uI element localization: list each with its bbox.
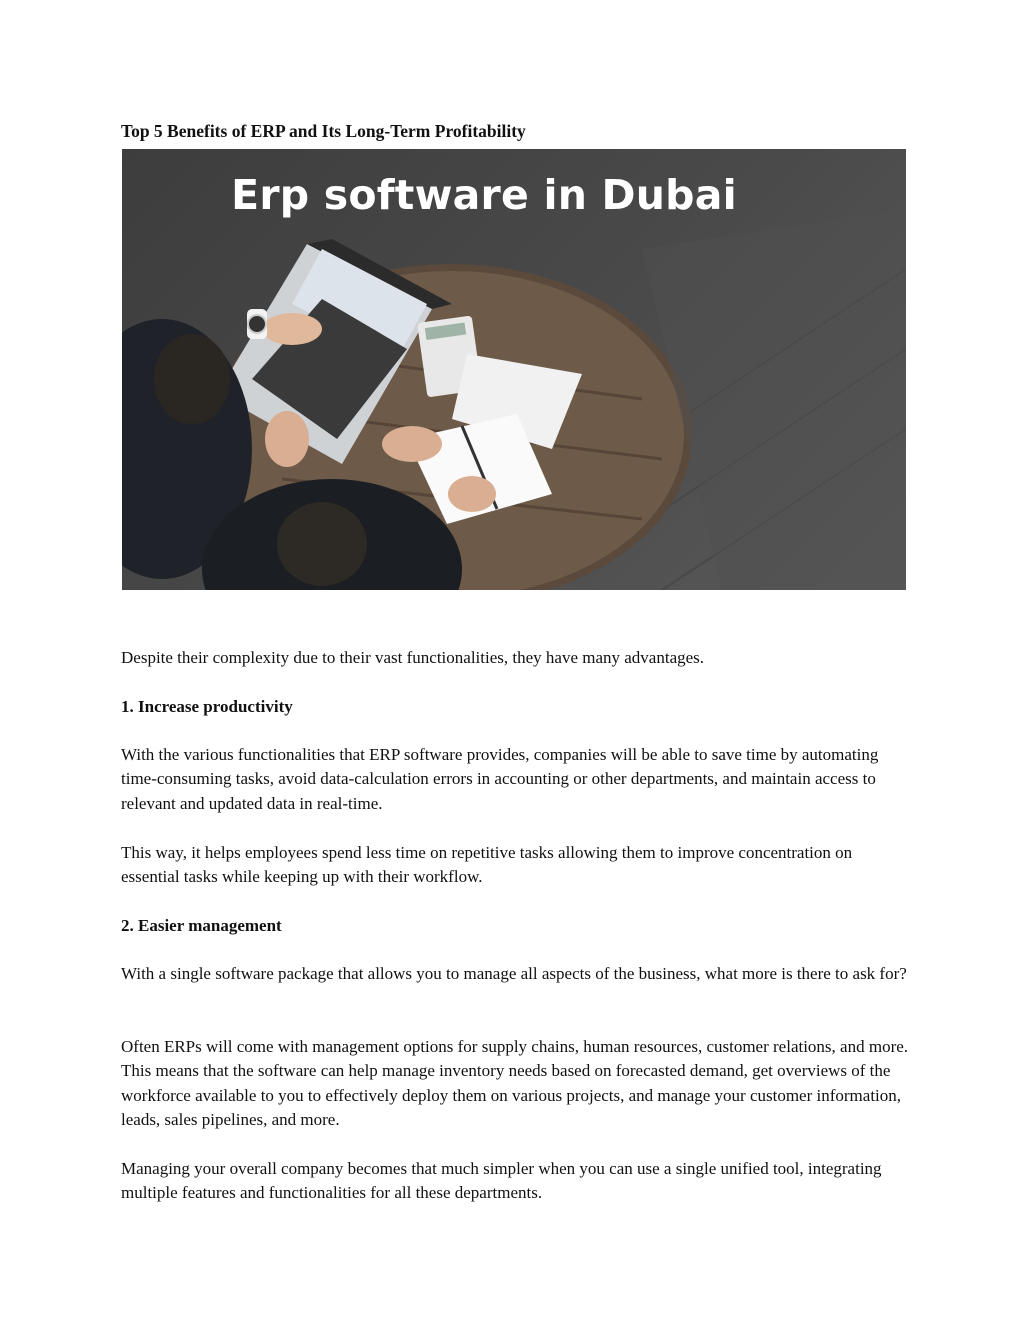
document-title: Top 5 Benefits of ERP and Its Long-Term Profitability — [121, 121, 526, 141]
hero-image — [122, 149, 906, 590]
section-heading: 1. Increase productivity — [121, 697, 293, 716]
section-heading: 2. Easier management — [121, 916, 282, 935]
paragraph: Often ERPs will come with management options for supply chains, human resources, customer relations, and more. This means that the software can help manage inventory needs based on forecasted demand, get overviews of the workforce available to you to effectively deploy them on various projects, and manage your customer information, leads, sales pipelines, and more. — [121, 1037, 909, 1129]
paragraph: With a single software package that allows you to manage all aspects of the business, what more is there to ask for? — [121, 964, 907, 983]
paragraph: With the various functionalities that ERP software provides, companies will be able to save time by automating time-consuming tasks, avoid data-calculation errors in accounting or other departments, and maintain access to relevant and updated data in real-time. — [121, 745, 879, 813]
paragraph: This way, it helps employees spend less time on repetitive tasks allowing them to improve concentration on essential tasks while keeping up with their workflow. — [121, 843, 853, 887]
intro-paragraph: Despite their complexity due to their vast functionalities, they have many advantages. — [121, 648, 705, 667]
hero-caption: Erp software in Dubai — [231, 171, 737, 219]
paragraph: Managing your overall company becomes that much simpler when you can use a single unified tool, integrating multiple features and functionalities for all these departments. — [121, 1159, 882, 1203]
